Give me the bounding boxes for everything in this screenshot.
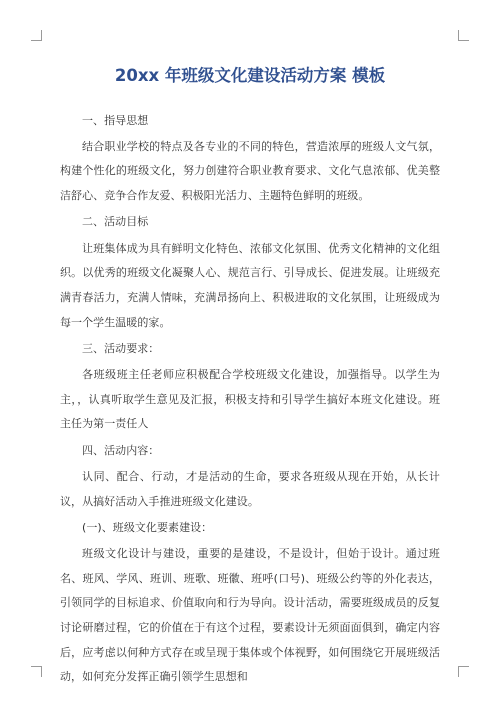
section-heading-activity-requirements: 三、活动要求： [82, 341, 160, 355]
section-heading-guiding-ideology: 一、指导思想 [82, 113, 149, 127]
section-body-activity-goals: 让班集体成为具有鲜明文化特色、浓郁文化氛围、优秀文化精神的文化组织。以优秀的班级文化凝聚人心、规范言行、引导成长、促进发展。让班级充满青春活力，充满人情味，充满昂扬向上、积极进取的文化氛围，让班级成为每一个学生温暖的家。 [60, 241, 440, 329]
section-heading-activity-content: 四、活动内容： [82, 443, 160, 457]
section-body-culture-elements: 班级文化设计与建设，重要的是建设，不是设计，但始于设计。通过班名、班风、学风、班训、班歌、班徽、班呼(口号)、班级公约等的外化表达，引领同学的目标追求、价值取向和行为导向。设计活动，需要班级成员的反复讨论研磨过程，它的价值在于有这个过程，要素设计无须面面俱到，确定内容后，应考虑以何种方式存在或呈现于集体或个体视野，如何围绕它开展班级活动，如何充分发挥正确引领学生思想和 [60, 546, 440, 684]
crop-mark-top-left [31, 30, 42, 41]
crop-mark-bottom-right [458, 666, 469, 677]
document-body [60, 107, 440, 690]
section-body-guiding-ideology: 结合职业学校的特点及各专业的不同的特色，营造浓厚的班级人文气氛，构建个性化的班级文化，努力创建符合职业教育要求、文化气息浓郁、优美整洁舒心、竞争合作友爱、积极阳光活力、主题特色鲜明的班级。 [60, 139, 440, 203]
crop-mark-bottom-left [31, 666, 42, 677]
section-heading-activity-goals: 二、活动目标 [82, 215, 149, 229]
crop-mark-top-right [458, 30, 469, 41]
document-title: 20xx 年班级文化建设活动方案 模板 [114, 66, 386, 85]
section-heading-culture-elements: (一)、班级文化要素建设： [82, 520, 213, 534]
section-body-activity-content: 认同、配合、行动，才是活动的生命，要求各班级从现在开始，从长计议，从搞好活动入手推进班级文化建设。 [60, 469, 440, 508]
section-body-activity-requirements: 各班级班主任老师应积极配合学校班级文化建设，加强指导。以学生为主，，认真听取学生意见及汇报，积极支持和引导学生搞好本班文化建设。班主任为第一责任人 [60, 368, 440, 431]
